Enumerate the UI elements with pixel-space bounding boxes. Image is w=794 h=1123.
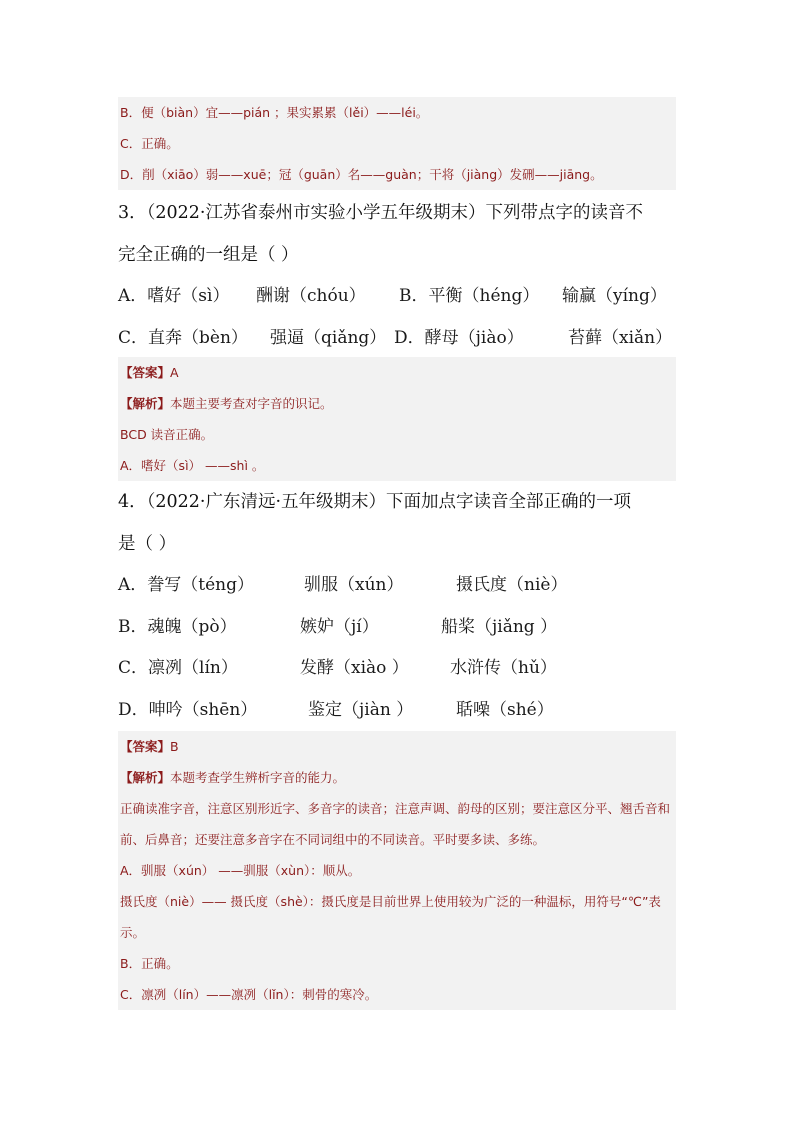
analysis-block-prev xyxy=(118,97,676,190)
option-c-word2: 强逼（qiǎng） xyxy=(270,327,387,348)
option-b-word2: 输赢（yíng） xyxy=(562,286,667,306)
option-b-word3: 船桨（jiǎng ） xyxy=(441,616,558,637)
question-4-stem-line2: 是（ ） xyxy=(118,534,177,554)
analysis-tag: 【解析】 xyxy=(120,396,171,411)
analysis-text: 本题主要考查对字音的识记。 xyxy=(170,396,333,411)
question-3-stem-line1: 3．（2022·江苏省泰州市实验小学五年级期末）下列带点字的读音不 xyxy=(118,203,643,223)
analysis-line: C．正确。 xyxy=(120,136,179,151)
option-d-word2: 苔藓（xiǎn） xyxy=(568,327,673,348)
question-4-stem-line1: 4．（2022·广东清远·五年级期末）下面加点字读音全部正确的一项 xyxy=(118,492,632,512)
option-a: A．嗜好（sì） xyxy=(118,286,230,306)
answer-value: A xyxy=(170,365,179,380)
analysis-tag: 【解析】 xyxy=(120,770,171,785)
question-4-option-d xyxy=(118,690,676,732)
answer-tag: 【答案】 xyxy=(120,365,171,380)
question-3-options-row2 xyxy=(118,318,676,360)
question-4-option-b xyxy=(118,607,676,649)
question-4 xyxy=(118,481,676,731)
analysis-line: D．削（xiāo）弱——xuē；冠（guān）名——guàn；干将（jiàng）发硎——jiāng。 xyxy=(120,167,603,182)
option-a-word3: 摄氏度（niè） xyxy=(456,575,568,595)
analysis-line: 正确读准字音，注意区别形近字、多音字的读音；注意声调、韵母的区别；要注意区分平、翘舌音和前、后鼻音；还要注意多音字在不同词组中的不同读音。平时要多读、多练。 xyxy=(120,801,671,847)
option-c: C．直奔（bèn） xyxy=(118,327,248,348)
answer-tag: 【答案】 xyxy=(120,739,171,754)
option-a-word2: 酬谢（chóu） xyxy=(256,286,366,306)
option-d-word1: D．呻吟（shēn） xyxy=(118,699,258,720)
analysis-text: 本题考查学生辨析字音的能力。 xyxy=(170,770,346,785)
question-3-options-row1 xyxy=(118,276,676,318)
option-c-word1: C．凛冽（lín） xyxy=(118,658,238,678)
analysis-line: C．凛冽（lín）——凛冽（lǐn）：刺骨的寒冷。 xyxy=(120,987,378,1002)
analysis-line: A．嗜好（sì） ——shì 。 xyxy=(120,458,265,473)
question-3 xyxy=(118,192,676,359)
option-d-word3: 聒噪（shé） xyxy=(456,699,554,720)
question-4-option-c xyxy=(118,648,676,690)
analysis-line: B．便（biàn）宜——pián ；果实累累（lěi）——léi。 xyxy=(120,105,429,120)
analysis-line: 摄氏度（niè）—— 摄氏度（shè）：摄氏度是目前世界上使用较为广泛的一种温标，用符号“℃”表示。 xyxy=(120,894,661,940)
analysis-line: A．驯服（xún） ——驯服（xùn）：顺从。 xyxy=(120,863,361,878)
question-4-option-a xyxy=(118,565,676,607)
option-a-word1: A．誊写（téng） xyxy=(118,575,254,595)
question-3-solution xyxy=(118,357,676,481)
option-c-word3: 水浒传（hǔ） xyxy=(450,658,557,678)
option-d-word2: 鉴定（jiàn ） xyxy=(308,699,414,720)
option-b-word2: 嫉妒（jí） xyxy=(300,616,379,637)
analysis-line: B．正确。 xyxy=(120,956,179,971)
analysis-line: BCD 读音正确。 xyxy=(120,427,214,442)
question-3-stem-line2: 完全正确的一组是（ ） xyxy=(118,245,299,265)
question-4-solution xyxy=(118,731,676,1010)
answer-value: B xyxy=(170,739,179,754)
option-b-word1: B．魂魄（pò） xyxy=(118,616,237,637)
option-a-word2: 驯服（xún） xyxy=(304,575,404,595)
option-c-word2: 发酵（xiào ） xyxy=(300,658,409,678)
option-d: D．酵母（jiào） xyxy=(394,327,524,348)
option-b: B．平衡（héng） xyxy=(399,286,540,306)
